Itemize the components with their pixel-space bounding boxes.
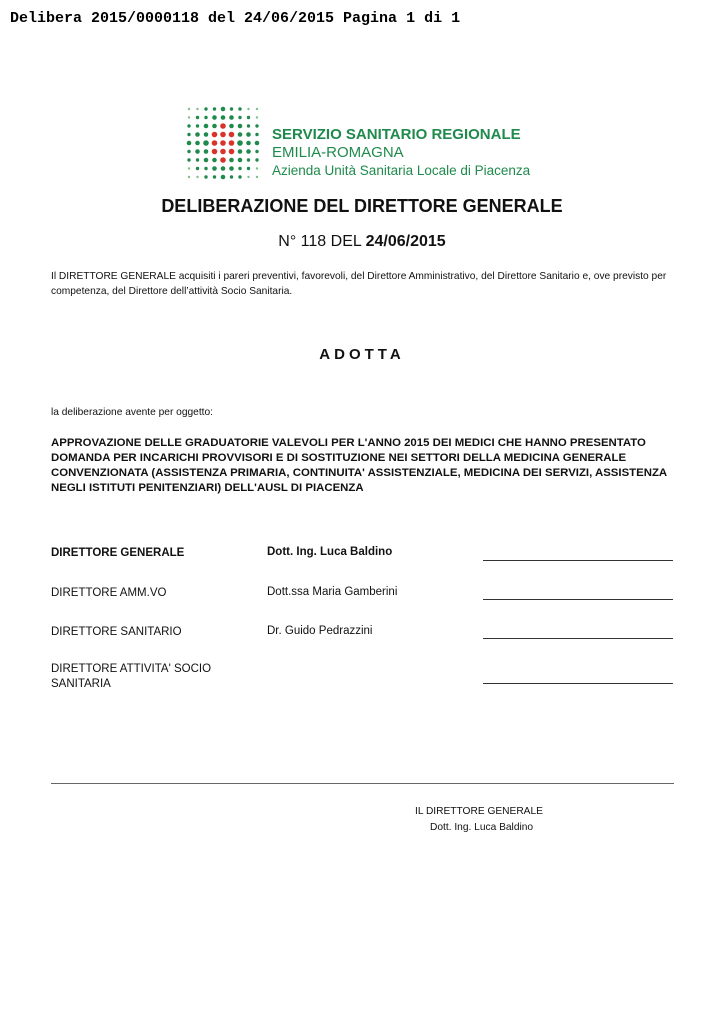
logo-dot <box>221 175 226 180</box>
logo-dot <box>247 108 249 110</box>
logo-dot <box>204 107 207 110</box>
logo-dot <box>255 124 258 127</box>
logo-dot <box>212 140 218 146</box>
logo-dot <box>238 132 243 137</box>
document-date: 24/06/2015 <box>365 233 446 250</box>
logo-dot <box>256 116 258 118</box>
logo-dot <box>195 149 200 154</box>
logo-dot <box>187 158 190 161</box>
logo-dot <box>196 176 198 178</box>
signature-line-soc <box>483 683 673 684</box>
signature-line-san <box>483 638 673 639</box>
logo-dot <box>246 149 251 154</box>
logo-dot <box>196 158 199 161</box>
logo-dot <box>221 115 226 120</box>
logo-dot <box>188 176 190 178</box>
logo-title: SERVIZIO SANITARIO REGIONALE <box>272 126 521 143</box>
signature-line-dg <box>483 560 673 561</box>
subject-intro: la deliberazione avente per oggetto: <box>51 407 213 418</box>
logo-dot <box>229 115 234 120</box>
logo-dot <box>238 167 241 170</box>
logo-dot <box>195 141 200 146</box>
adotta-heading: ADOTTA <box>319 346 405 363</box>
intro-paragraph: Il DIRETTORE GENERALE acquisiti i pareri preventivi, favorevoli, del Direttore Amministrativo, del Direttore Sanitario e, ove previsto per competenza, del Direttore dell’attività Socio Sanitaria. <box>51 271 667 297</box>
ausl-logo-icon <box>186 106 260 180</box>
logo-dot <box>256 108 258 110</box>
logo-subtitle-suffix: di Piacenza <box>460 163 531 178</box>
document-title: DELIBERAZIONE DEL DIRETTORE GENERALE <box>161 196 563 216</box>
logo-dot <box>213 107 216 110</box>
logo-dot <box>255 141 260 146</box>
logo-dot <box>256 167 258 169</box>
logo-dot <box>187 124 190 127</box>
logo-dot <box>229 132 235 138</box>
logo-dot <box>230 107 233 110</box>
logo-dot <box>213 175 216 178</box>
logo-dot <box>203 140 209 146</box>
logo-dot <box>221 107 226 112</box>
logo-dot <box>196 116 199 119</box>
logo-dot <box>187 141 192 146</box>
logo-dot <box>204 116 207 119</box>
logo-dot <box>220 157 226 163</box>
logo-dot <box>188 167 190 169</box>
logo-dot <box>220 123 226 129</box>
logo-region: EMILIA-ROMAGNA <box>272 144 404 161</box>
logo-dot <box>188 108 190 110</box>
signature-role-soc: DIRETTORE ATTIVITA' SOCIO SANITARIA <box>51 663 212 690</box>
logo-dot <box>212 115 217 120</box>
signature-name-dg: Dott. Ing. Luca Baldino <box>267 546 393 558</box>
logo-dot <box>247 167 250 170</box>
logo-dot <box>195 132 200 137</box>
logo-dot <box>238 158 243 163</box>
logo-dot <box>238 107 241 110</box>
logo-dot <box>238 149 243 154</box>
logo-dot <box>204 132 209 137</box>
logo-dot <box>204 149 209 154</box>
logo-dot <box>212 149 218 155</box>
logo-dot <box>196 108 198 110</box>
logo-dot <box>204 158 209 163</box>
logo-dot <box>246 132 251 137</box>
logo-dot <box>196 167 199 170</box>
logo-dot <box>220 149 226 155</box>
final-signature-name: Dott. Ing. Luca Baldino <box>430 822 534 833</box>
logo-dot <box>247 176 249 178</box>
logo-dot <box>230 175 233 178</box>
logo-dot <box>229 124 234 129</box>
document-stamp: Delibera 2015/0000118 del 24/06/2015 Pagina 1 di 1 <box>10 10 461 27</box>
logo-dot <box>204 167 207 170</box>
logo-dot <box>204 175 207 178</box>
logo-dot <box>247 124 250 127</box>
logo-dot <box>238 116 241 119</box>
logo-dot <box>188 116 190 118</box>
logo-subtitle-main: Azienda Unità Sanitaria Locale <box>272 163 457 178</box>
logo-dot <box>204 124 209 129</box>
logo-subtitle <box>272 163 530 178</box>
logo-dot <box>212 158 217 163</box>
divider <box>51 783 674 784</box>
signature-role-san: DIRETTORE SANITARIO <box>51 626 182 638</box>
logo-dot <box>246 141 251 146</box>
logo-dot <box>212 124 217 129</box>
logo-dot <box>255 150 258 153</box>
logo-dot <box>238 124 243 129</box>
logo-dot <box>237 140 243 146</box>
logo-dot <box>247 158 250 161</box>
logo-dot <box>238 175 241 178</box>
logo-dot <box>255 133 258 136</box>
logo-dot <box>229 149 235 155</box>
logo-dot <box>187 150 190 153</box>
final-signature-role: IL DIRETTORE GENERALE <box>415 806 543 817</box>
logo-dot <box>256 176 258 178</box>
signature-name-san: Dr. Guido Pedrazzini <box>267 625 373 637</box>
logo-dot <box>220 140 226 146</box>
logo-dot <box>212 132 218 138</box>
logo-dot <box>255 158 258 161</box>
signature-role-dg: DIRETTORE GENERALE <box>51 547 185 559</box>
logo-dot <box>196 124 199 127</box>
logo-dot <box>229 140 235 146</box>
logo-dot <box>220 132 226 138</box>
signature-line-amm <box>483 599 673 600</box>
logo-dot <box>229 158 234 163</box>
logo-dot <box>221 166 226 171</box>
logo-dot <box>247 116 250 119</box>
logo-dot <box>187 133 190 136</box>
logo-dot <box>212 166 217 171</box>
signature-name-amm: Dott.ssa Maria Gamberini <box>267 586 398 598</box>
subject-text: APPROVAZIONE DELLE GRADUATORIE VALEVOLI PER L'ANNO 2015 DEI MEDICI CHE HANNO PRESENTATO DOMANDA PER INCARICHI PROVVISORI E DI SOSTITUZIONE NEI SETTORI DELLA MEDICINA GENERALE CONVENZIONATA (ASSISTENZA PRIMARIA, CONTINUITA' ASSISTENZIALE, MEDICINA DEI SERVIZI, ASSISTENZA NEGLI ISTITUTI PENITENZIARI) DELL'AUSL DI PIACENZA <box>51 437 667 494</box>
logo-dot <box>229 166 234 171</box>
document-number <box>0 233 724 251</box>
signature-role-amm: DIRETTORE AMM.VO <box>51 587 167 599</box>
document-number-prefix: N° 118 DEL <box>278 233 362 250</box>
